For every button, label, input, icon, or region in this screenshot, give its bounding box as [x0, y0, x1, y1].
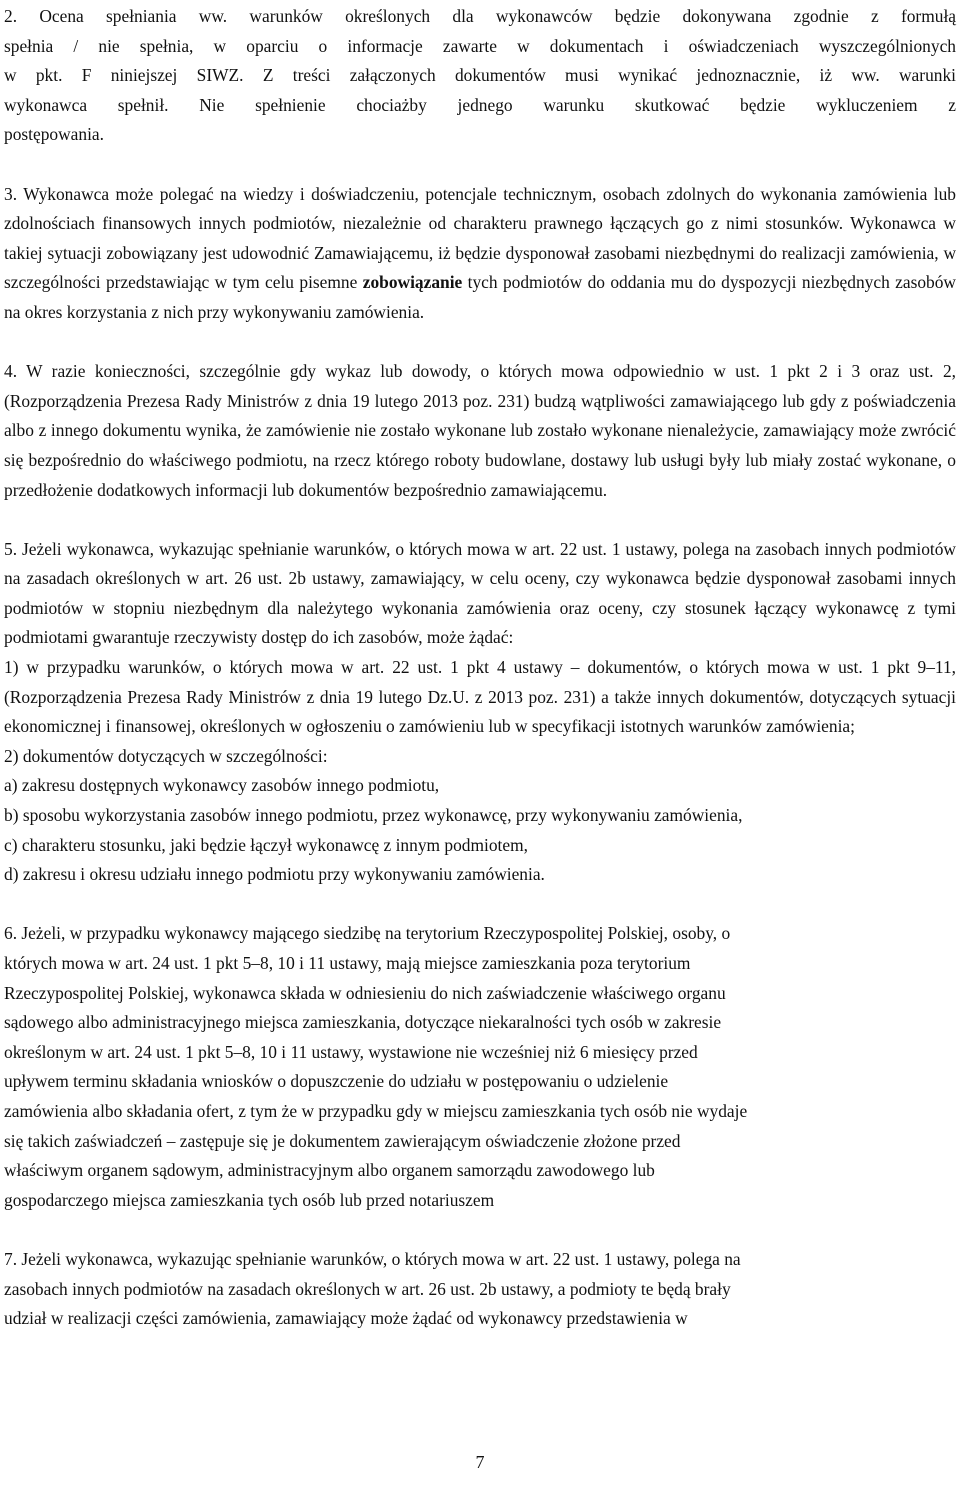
text-line: wykonawca spełnił. Nie spełnienie chociażby jednego warunku skutkować będzie wykluczeniem z — [4, 94, 956, 115]
text-line: w pkt. F niniejszej SIWZ. Z treści załączonych dokumentów musi wynikać jednoznacznie, iż ww. warunki — [4, 65, 956, 86]
text-line: Rzeczypospolitej Polskiej, wykonawca składa w odniesieniu do nich zaświadczenie właściwego organu — [4, 982, 726, 1003]
text-line: 6. Jeżeli, w przypadku wykonawcy mającego siedzibę na terytorium Rzeczypospolitej Polskiej, osoby, o — [4, 923, 731, 944]
list-item: c) charakteru stosunku, jaki będzie łączył wykonawcę z innym podmiotem, — [4, 834, 528, 855]
paragraph-7 — [4, 1245, 956, 1334]
paragraph-5 — [4, 535, 956, 890]
text-line: upływem terminu składania wniosków o dopuszczenie do udziału w postępowaniu o udzielenie — [4, 1071, 669, 1092]
text-line: postępowania. — [4, 124, 104, 145]
paragraph-3 — [4, 180, 956, 328]
page-number: 7 — [475, 1452, 485, 1472]
list-item: b) sposobu wykorzystania zasobów innego podmiotu, przez wykonawcę, przy wykonywaniu zamówienia, — [4, 805, 743, 826]
list-item: 1) w przypadku warunków, o których mowa w art. 22 ust. 1 pkt 4 ustawy – dokumentów, o których mowa w ust. 1 pkt 9–11, (Rozporządzenia Prezesa Rady Ministrów z dnia 19 lutego Dz.U. z 2013 poz. 231) a także innych dokumentów, dotyczących sytuacji ekonomicznej i finansowej, określonych w ogłoszeniu o zamówieniu lub w specyfikacji istotnych warunków zamówienia; — [4, 657, 956, 737]
text-line: gospodarczego miejsca zamieszkania tych osób lub przed notariuszem — [4, 1189, 495, 1210]
paragraph-5-intro: 5. Jeżeli wykonawca, wykazując spełnianie warunków, o których mowa w art. 22 ust. 1 ustawy, polega na zasobach innych podmiotów na zasadach określonych w art. 26 ust. 2b ustawy, zamawiający, w celu oceny, czy wykonawca będzie dysponował zasobami innych podmiotów w stopniu niezbędnym dla należytego wykonania zamówienia oraz oceny, czy stosunek łączący wykonawcę z tymi podmiotami gwarantuje rzeczywisty dostęp do ich zasobów, może żądać: — [4, 538, 956, 648]
text-line: spełnia / nie spełnia, w oparciu o informacje zawarte w dokumentach i oświadczeniach wyszczególnionych — [4, 35, 956, 56]
list-item: 2) dokumentów dotyczących w szczególności: — [4, 745, 328, 766]
text-line: których mowa w art. 24 ust. 1 pkt 5–8, 10 i 11 ustawy, mają miejsce zamieszkania poza terytorium — [4, 953, 691, 973]
text-line: 2. Ocena spełniania ww. warunków określonych dla wykonawców będzie dokonywana zgodnie z formułą — [4, 6, 956, 26]
text-line: się takich zaświadczeń – zastępuje się je dokumentem zawierającym oświadczenie złożone przed — [4, 1130, 681, 1151]
paragraph-3-text-a: 3. Wykonawca może polegać na wiedzy i doświadczeniu, potencjale technicznym, osobach zdolnych do wykonania zamówienia lub zdolnościach finansowych innych podmiotów, niezależnie od charakteru prawnego łączących go z nimi stosunków. Wykonawca w takiej sytuacji zobowiązany jest udowodnić Zamawiającemu, iż będzie dysponował zasobami niezbędnymi do realizacji zamówienia, w szczególności przedstawiając w tym celu pisemne — [4, 183, 956, 293]
text-line: sądowego albo administracyjnego miejsca zamieszkania, dotyczące niekaralności tych osób w zakresie — [4, 1012, 722, 1033]
paragraph-6 — [4, 919, 956, 1215]
list-item: a) zakresu dostępnych wykonawcy zasobów innego podmiotu, — [4, 775, 440, 796]
text-line: udział w realizacji części zamówienia, zamawiający może żądać od wykonawcy przedstawienia w — [4, 1308, 688, 1329]
text-line: właściwym organem sądowym, administracyjnym albo organem samorządu zawodowego lub — [4, 1160, 655, 1181]
paragraph-2 — [4, 2, 956, 150]
text-line: 7. Jeżeli wykonawca, wykazując spełnianie warunków, o których mowa w art. 22 ust. 1 ustawy, polega na — [4, 1248, 741, 1269]
list-item: d) zakresu i okresu udziału innego podmiotu przy wykonywaniu zamówienia. — [4, 864, 545, 885]
paragraph-4: 4. W razie konieczności, szczególnie gdy wykaz lub dowody, o których mowa odpowiednio w ust. 1 pkt 2 i 3 oraz ust. 2, (Rozporządzenia Prezesa Rady Ministrów z dnia 19 lutego 2013 poz. 231) budzą wątpliwości zamawiającego lub gdy z poświadczenia albo z innego dokumentu wynika, że zamówienie nie zostało wykonane lub zostało wykonane nienależycie, zamawiający może zwrócić się bezpośrednio do właściwego podmiotu, na rzecz którego roboty budowlane, dostawy lub usługi były lub miały zostać wykonane, o przedłożenie dodatkowych informacji lub dokumentów bezpośrednio zamawiającemu. — [4, 361, 956, 500]
paragraph-3-text-b: tych podmiotów do oddania mu do dyspozycji niezbędnych zasobów na okres korzystania z nich przy wykonywaniu zamówienia. — [4, 272, 956, 322]
text-line: zamówienia albo składania ofert, z tym że w przypadku gdy w miejscu zamieszkania tych osób nie wydaje — [4, 1100, 748, 1121]
text-line: zasobach innych podmiotów na zasadach określonych w art. 26 ust. 2b ustawy, a podmioty te będą brały — [4, 1278, 731, 1299]
text-line: określonym w art. 24 ust. 1 pkt 5–8, 10 i 11 ustawy, wystawione nie wcześniej niż 6 miesięcy przed — [4, 1041, 698, 1062]
paragraph-3-bold-term: zobowiązanie — [362, 272, 463, 293]
document-page — [4, 0, 956, 1334]
